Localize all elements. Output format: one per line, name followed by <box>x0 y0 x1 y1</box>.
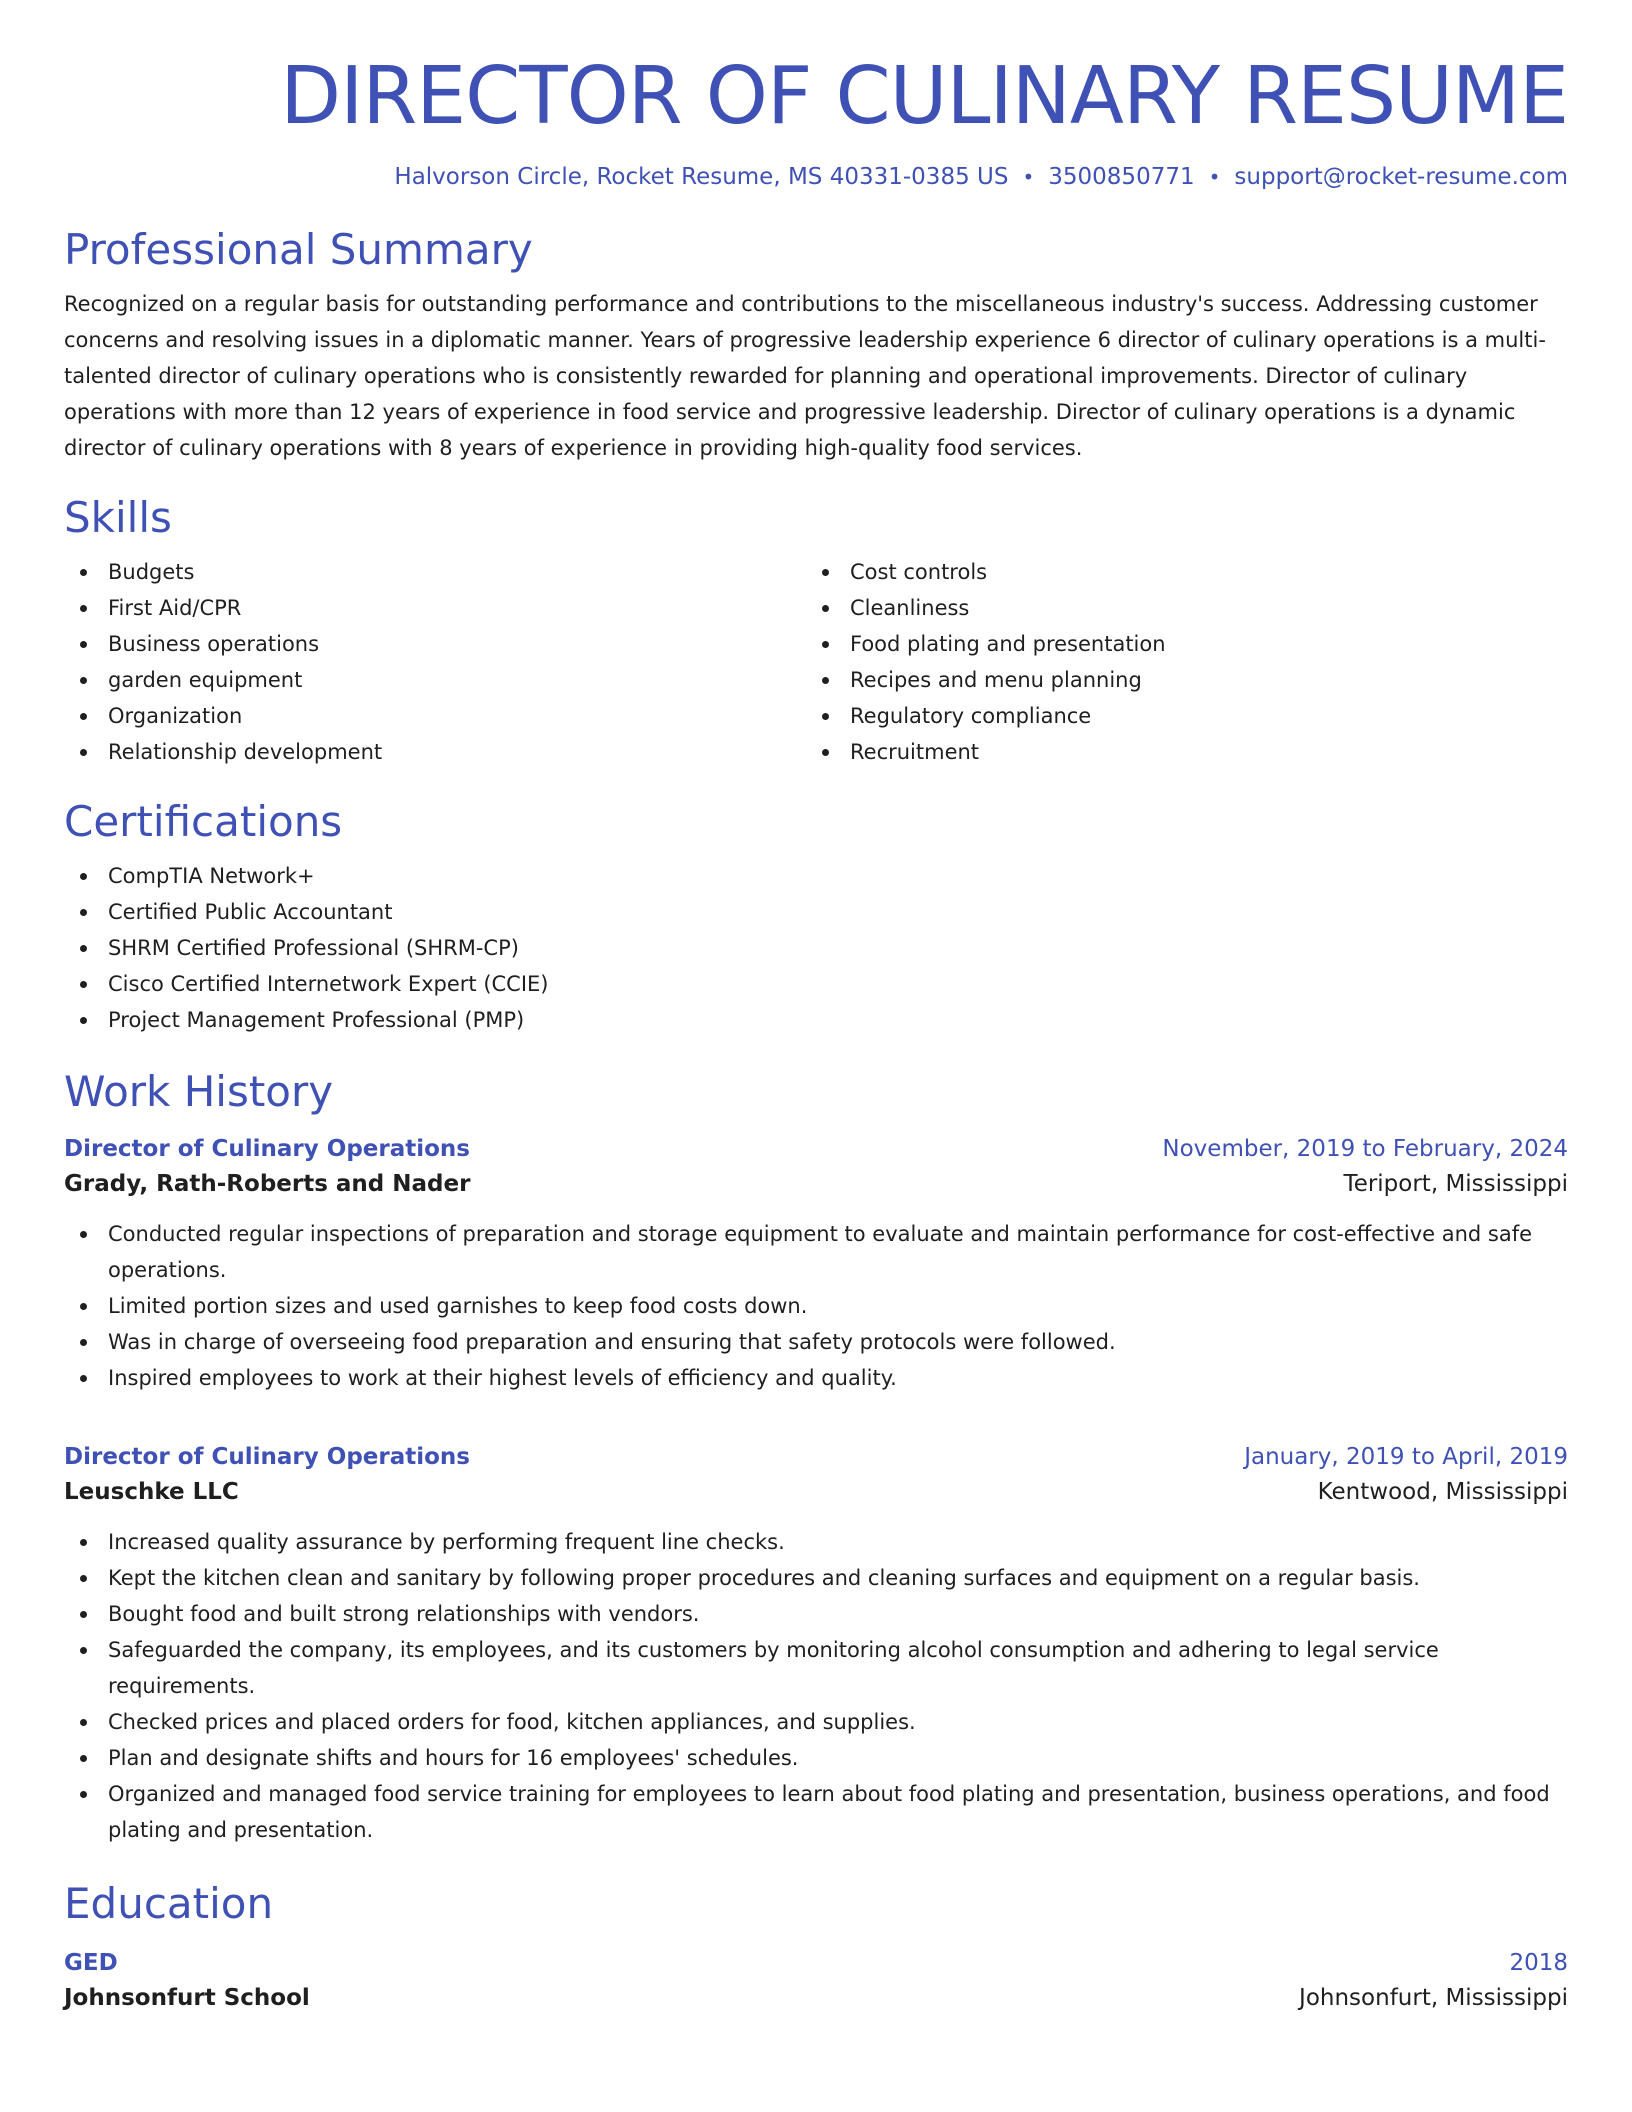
job-subheader <box>64 1474 1568 1510</box>
education-heading: Education <box>64 1879 274 1928</box>
job-company: Grady, Rath-Roberts and Nader <box>64 1171 471 1197</box>
skills-heading: Skills <box>64 493 172 542</box>
job-bullet: Inspired employees to work at their highest levels of efficiency and quality. <box>64 1360 1568 1396</box>
contact-email: support@rocket-resume.com <box>1234 164 1568 190</box>
education-subheader <box>64 1980 1568 2016</box>
job-bullets <box>64 1524 1568 1848</box>
certifications-heading: Certifications <box>64 797 343 846</box>
education-year: 2018 <box>1509 1950 1568 1976</box>
job-title: Director of Culinary Operations <box>64 1136 470 1162</box>
certifications-list <box>64 858 1568 1038</box>
job-header <box>64 1440 1568 1474</box>
certification-item: Cisco Certified Internetwork Expert (CCIE) <box>64 966 1568 1002</box>
job-location: Kentwood, Mississippi <box>1317 1479 1568 1505</box>
education-location: Johnsonfurt, Mississippi <box>1299 1985 1568 2011</box>
education-header <box>64 1946 1568 1980</box>
skills-list-right <box>806 554 1548 770</box>
skill-item: First Aid/CPR <box>64 590 806 626</box>
certification-item: CompTIA Network+ <box>64 858 1568 894</box>
skills-list-left <box>64 554 806 770</box>
certification-item: Project Management Professional (PMP) <box>64 1002 1568 1038</box>
contact-phone: 3500850771 <box>1048 164 1195 190</box>
job-bullet: Was in charge of overseeing food preparation and ensuring that safety protocols were followed. <box>64 1324 1568 1360</box>
skill-item: Budgets <box>64 554 806 590</box>
summary-heading: Professional Summary <box>64 225 533 274</box>
contact-line <box>64 162 1568 192</box>
certification-item: Certified Public Accountant <box>64 894 1568 930</box>
summary-text: Recognized on a regular basis for outstanding performance and contributions to the miscellaneous industry's success. Addressing customer concerns and resolving issues in a diplomatic manner. Years of progressive leadership experience 6 director of culinary operations is a multi-talented director of culinary operations who is consistently rewarded for planning and operational improvements. Director of culinary operations with more than 12 years of experience in food service and progressive leadership. Director of culinary operations is a dynamic director of culinary operations with 8 years of experience in providing high-quality food services. <box>64 292 1546 460</box>
education-degree: GED <box>64 1950 118 1976</box>
job-bullets <box>64 1216 1568 1396</box>
job-bullet: Plan and designate shifts and hours for 16 employees' schedules. <box>64 1740 1568 1776</box>
job-bullet: Limited portion sizes and used garnishes to keep food costs down. <box>64 1288 1568 1324</box>
job-subheader <box>64 1166 1568 1202</box>
job-company: Leuschke LLC <box>64 1479 239 1505</box>
contact-separator: • <box>1208 165 1221 189</box>
certification-item: SHRM Certified Professional (SHRM-CP) <box>64 930 1568 966</box>
skill-item: Recruitment <box>806 734 1548 770</box>
skill-item: garden equipment <box>64 662 806 698</box>
education-entry <box>64 1946 1568 2016</box>
work-history-heading: Work History <box>64 1067 334 1116</box>
skills-grid <box>64 554 1568 770</box>
contact-address: Halvorson Circle, Rocket Resume, MS 40331-0385 US <box>394 164 1009 190</box>
skill-item: Food plating and presentation <box>806 626 1548 662</box>
education-school: Johnsonfurt School <box>64 1985 310 2011</box>
job-bullet: Conducted regular inspections of preparation and storage equipment to evaluate and maintain performance for cost-effective and safe operations. <box>64 1216 1568 1288</box>
job-dates: November, 2019 to February, 2024 <box>1162 1136 1568 1162</box>
job-title: Director of Culinary Operations <box>64 1444 470 1470</box>
job-header <box>64 1132 1568 1166</box>
skill-item: Cost controls <box>806 554 1548 590</box>
skill-item: Organization <box>64 698 806 734</box>
resume-title: DIRECTOR OF CULINARY RESUME <box>280 50 1568 142</box>
job-bullet: Kept the kitchen clean and sanitary by following proper procedures and cleaning surfaces and equipment on a regular basis. <box>64 1560 1568 1596</box>
job-dates: January, 2019 to April, 2019 <box>1244 1444 1568 1470</box>
job-location: Teriport, Mississippi <box>1343 1171 1568 1197</box>
skill-item: Cleanliness <box>806 590 1548 626</box>
skill-item: Regulatory compliance <box>806 698 1548 734</box>
job-bullet: Checked prices and placed orders for food, kitchen appliances, and supplies. <box>64 1704 1568 1740</box>
skill-item: Business operations <box>64 626 806 662</box>
skill-item: Relationship development <box>64 734 806 770</box>
job-bullet: Increased quality assurance by performing frequent line checks. <box>64 1524 1568 1560</box>
job-bullet: Bought food and built strong relationships with vendors. <box>64 1596 1568 1632</box>
contact-separator: • <box>1022 165 1035 189</box>
job-bullet: Organized and managed food service training for employees to learn about food plating and presentation, business operations, and food plating and presentation. <box>64 1776 1568 1848</box>
skill-item: Recipes and menu planning <box>806 662 1548 698</box>
job-bullet: Safeguarded the company, its employees, and its customers by monitoring alcohol consumption and adhering to legal service requirements. <box>64 1632 1568 1704</box>
job-entry <box>64 1132 1568 1396</box>
job-entry <box>64 1440 1568 1848</box>
